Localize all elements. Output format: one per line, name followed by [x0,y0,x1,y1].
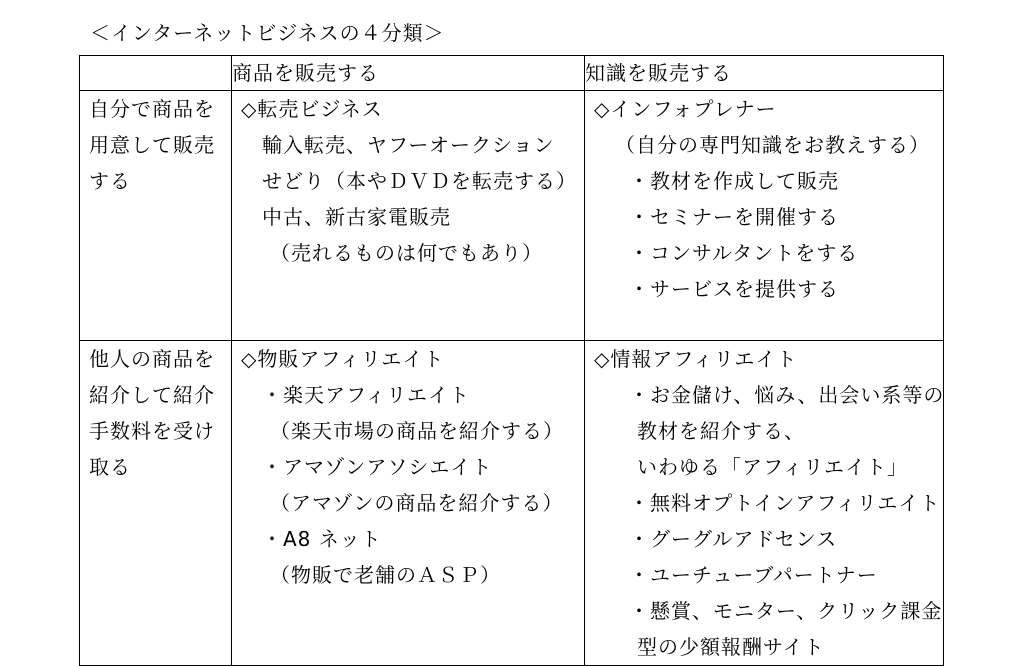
row-label-line: 紹介して紹介 [89,383,215,407]
cell-bullet: ・ユーチューブパートナー [629,563,878,587]
cell-line: いわゆる「アフィリエイト」 [637,455,908,479]
row-label-own-products [80,91,232,341]
cell-line: 教材を紹介する、 [637,419,805,443]
header-cell-empty [80,56,232,91]
cell-line: 型の少額報酬サイト [637,635,825,659]
cell-bullet: ・教材を作成して販売 [629,169,839,193]
cell-heading: ◇インフォプレナー [594,97,777,121]
cell-bullet: ・アマゾンアソシエイト [262,455,493,479]
cell-line: せどり（本やＤＶＤを転売する） [262,169,577,193]
table-row [80,341,944,666]
cell-infopreneur [585,91,944,341]
cell-product-affiliate [232,341,585,666]
cell-line: （自分の専門知識をお教えする） [615,133,930,157]
table-row [80,91,944,341]
cell-bullet: ・コンサルタントをする [629,241,859,265]
cell-bullet: ・楽天アフィリエイト [262,383,470,407]
cell-line: （物販で老舗のＡＳＰ） [270,563,501,587]
row-label-line: 取る [89,455,131,479]
header-row [80,56,944,91]
cell-bullet: ・無料オプトインアフィリエイト [629,491,941,515]
cell-bullet: ・セミナーを開催する [629,205,839,229]
cell-line: 輸入転売、ヤフーオークション [262,133,555,157]
cell-heading: ◇情報アフィリエイト [594,347,798,371]
cell-line: （アマゾンの商品を紹介する） [270,491,564,515]
cell-line: 中古、新古家電販売 [262,205,451,229]
row-label-others-products [80,341,232,666]
cell-bullet: ・A8 ネット [262,527,382,551]
business-classification-table [79,55,944,666]
cell-info-affiliate [585,341,944,666]
row-label-line: 用意して販売 [89,133,215,157]
header-cell-sell-products: 商品を販売する [232,56,585,91]
header-cell-sell-knowledge: 知識を販売する [585,56,944,91]
cell-heading: ◇物販アフィリエイト [241,347,445,371]
row-label-line: 自分で商品を [89,97,215,121]
row-label-line: 手数料を受け [89,419,215,443]
cell-bullet: ・グーグルアドセンス [629,527,838,551]
cell-line: （売れるものは何でもあり） [270,241,543,265]
row-label-line: する [89,169,131,193]
cell-bullet: ・サービスを提供する [629,277,839,301]
document-title: ＜インターネットビジネスの４分類＞ [90,21,445,45]
cell-bullet: ・お金儲け、悩み、出会い系等の [629,383,945,407]
cell-line: （楽天市場の商品を紹介する） [270,419,564,443]
cell-resale-business [232,91,585,341]
cell-bullet: ・懸賞、モニター、クリック課金 [629,599,943,623]
cell-heading: ◇転売ビジネス [241,97,383,121]
row-label-line: 他人の商品を [89,347,215,371]
